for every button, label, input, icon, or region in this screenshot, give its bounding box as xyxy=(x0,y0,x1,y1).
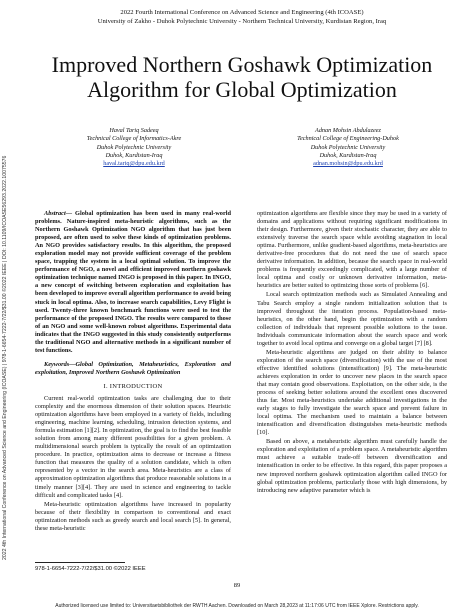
author-university: Duhok Polytechnic University xyxy=(96,143,172,151)
side-note xyxy=(2,155,12,560)
author-university: Duhok Polytechnic University xyxy=(310,143,386,151)
author-name: Adnan Mohsin Abdulazeez xyxy=(315,127,381,134)
page-number: 89 xyxy=(233,582,241,589)
author-name: Haval Tariq Sadeeq xyxy=(109,127,159,134)
right-column xyxy=(257,210,447,496)
paragraph: Local search optimization methods such as Simulated Annealing and Tabu Search employ a single random initialization solution that is improved throughout the iteration process. Population-based meta-heuristics, on the other hand, begin the optimization with a random collection of individuals that represent possible solutions to the issue. Individuals communicate information about the search space and work together to avoid local optima and converge on a global target [7] [8]. xyxy=(257,291,447,347)
abstract xyxy=(35,210,231,355)
author-city: Duhok, Kurdistan-Iraq xyxy=(319,151,377,159)
abstract-lead: Abstract— xyxy=(44,210,72,217)
author-1 xyxy=(64,127,204,168)
section-heading-introduction: I. INTRODUCTION xyxy=(103,382,163,390)
paragraph: Meta-heuristic algorithms are judged on their ability to balance exploration of the search space (diversification) with the use of the most effective identified solutions (intensification) [9]. The meta-heuristic achieves exploration in order to uncover new places in the search space that may contain good observations. Exploitation, on the other side, is the process of seeking better solutions around the excellent ones discovered thus far. Most meta-heuristics undertake additional investigations in the early stages to fully investigate the search space and prevent failure in local optima. The mechanism used to maintain a balance between intensification and diversification distinguishes meta-heuristic methods [10]. xyxy=(257,348,447,437)
paragraph: Meta-heuristic optimization algorithms have increased in popularity because of their flexibility in comparison to conventional and exact optimization methods such as greedy search and local search [5]. In general, these meta-heuristic xyxy=(35,500,231,532)
abstract-text: Global optimization has been used in many real-world problems. Nature-inspired meta-heuristic algorithms, such as the Northern Goshawk Optimization NGO algorithm that has just been proposed, are often used to solve these kinds of optimization problems. An NGO provides satisfactory results. In this algorithm, the proposed exploration model may not provide sufficient coverage of the problem space, trapping the system in a local optimal solution. To improve the performance of NGO, a novel and efficient improved northern goshawk optimization technique named INGO is proposed in this paper. In INGO, a new concept of switching between exploration and exploitation has been developed to improve overall algorithm performance to avoid being stuck in local optima. Also, to increase search capabilities, Levy Flight is used. Twenty-three known benchmark functions were used to test the performance of the proposed INGO. The results were compared to those of an NGO and some well-known robust algorithms. Experimental data indicates that the INGO suggested in this study consistently outperforms the traditional NGO and alternative methods in a significant number of test functions. xyxy=(35,210,231,354)
keywords: Keywords—Global Optimization, Metaheuristics, Exploration and exploitation, Improved Northern Goshawk Optimization xyxy=(35,360,231,376)
paragraph: Current real-world optimization tasks are challenging due to their complexity and the enormous dimension of their solution spaces. Heuristic optimization algorithms have been employed in a variety of fields, including engineering, machine learning, scheduling, intrusion detection systems, and formula estimation [1][2]. In optimization, the goal is to find the best feasible solution from among many different possibilities for a given problem. A multidimensional search problem is typically the result of an optimization procedure. In practice, optimization aims to decrease or increase a fitness function that measures the quality of a solution candidate, which is often represented by a vector in the search area. Meta-heuristics are a class of approximation optimization algorithms that produce reasonable solutions in a timely manner [3][4]. They are used in science and engineering to tackle difficult and complicated tasks [4]. xyxy=(35,394,231,499)
author-dept: Technical College of Informatics-Akre xyxy=(86,135,182,143)
author-2 xyxy=(278,127,418,168)
author-email-link[interactable]: haval.tariq@dpu.edu.krd xyxy=(103,160,165,168)
conference-header xyxy=(40,9,444,26)
isbn-footnote: 978-1-6654-7222-7/22/$31.00 ©2022 IEEE xyxy=(35,566,146,572)
author-email-link[interactable]: adnan.mohsin@dpu.edu.krd xyxy=(313,160,383,168)
author-city: Duhok, Kurdistan-Iraq xyxy=(105,151,163,159)
paper-title: Improved Northern Goshawk Optimization Algorithm for Global Optimization xyxy=(51,52,433,102)
side-note-text: 2022 4th International Conference on Advanced Science and Engineering (ICOASE) | 978-1-6654-7222-7/22/$31.00 ©2022 IEEE | DOI: 10.1109/ICOASE56293.2022.10075576 xyxy=(2,155,8,560)
conference-line-2: University of Zakho - Duhok Polytechnic University - Northern Technical University, Kurdistan Region, Iraq xyxy=(97,17,387,25)
license-notice: Authorized licensed use limited to: Universitaetsbibliothek der RWTH Aachen. Downloaded on March 28,2023 at 11:17:06 UTC from IEEE Xplore. Restrictions apply. xyxy=(55,603,419,609)
paragraph: Based on above, a metaheuristic algorithm must carefully handle the exploration and exploitation of a problem space. A metaheuristic algorithm must achieve a suitable trade-off between diversification and intensification in order to be effective. In this regard, this paper proposes a new improved northern goshawk optimization algorithm called INGO for global optimization problems, particularly those with high dimensions, by introducing new adaptive parameter which is xyxy=(257,438,447,494)
author-dept: Technical College of Engineering-Duhok xyxy=(297,135,399,143)
left-column xyxy=(35,210,231,534)
conference-line-1: 2022 Fourth International Conference on Advanced Science and Engineering (4th ICOASE) xyxy=(120,9,364,16)
paragraph: optimization algorithms are flexible since they may be used in a variety of domains and applications without requiring significant modifications in their design. Furthermore, given their stochastic character, they are able to extensively traverse the search space while avoiding stagnation in local optima. Furthermore, unlike gradient-based algorithms, meta-heuristics are derivative-free procedures that do not need the use of search space derivative information. In addition, because the search space in real-world problems is frequently exceedingly complicated, with a large number of local optima and costly or unknown derivative information, meta-heuristics are better suited to optimizing those sorts of problems [6]. xyxy=(257,210,447,290)
footnote-divider xyxy=(35,562,125,563)
